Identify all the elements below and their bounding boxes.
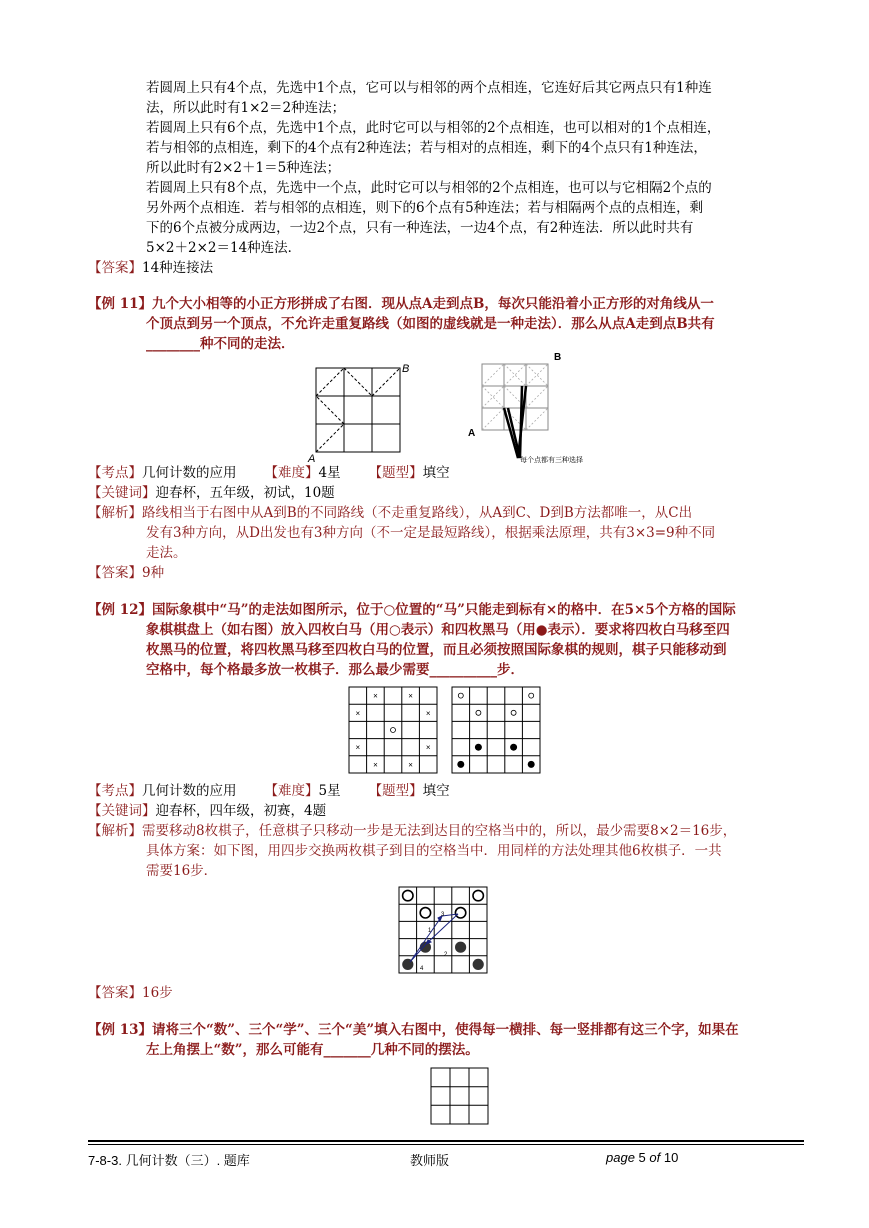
black-knight [510,744,517,751]
ex11-question-line: ________种不同的走法． [146,336,295,352]
ex11-question-line: 九个大小相等的小正方形拼成了右图．现从点A走到点B，每次只能沿着小正方形的对角线从一 [152,296,714,312]
ex11-tag: 【例 11】 [88,296,152,312]
ex12-question-line: 国际象棋中“马”的走法如图所示，位于○位置的“马”只能走到标有×的格中．在5×5个方格的国际 [152,602,736,618]
nandu-tag: 【难度】 [264,465,319,481]
analysis-line: 需要16步． [146,863,218,879]
white-knight [511,710,516,715]
footer-center: 教师版 [410,1153,450,1168]
kaodian-tag: 【考点】 [88,465,142,481]
initial-board [451,686,543,776]
analysis-line: 需要移动8枚棋子，任意棋子只移动一步是无法到达目的空格当中的，所以，最少需要8×2＝16步， [142,823,737,839]
analysis-line: 具体方案：如下图，用四步交换两枚棋子到目的空格当中．用同样的方法处理其他6枚棋子．一共 [146,843,722,859]
black-knight [457,761,464,768]
footer-page [606,1150,678,1165]
jiexi-tag: 【解析】 [88,505,142,521]
cross-mark: × [355,708,361,718]
point-b-label: B [402,363,410,375]
point-a-label: A [308,453,316,465]
intro-line: 若与相邻的点相连，剩下的4个点有2种连法；若与相对的点相连，剩下的4个点只有1种连法， [146,140,707,156]
analysis-line: 路线相当于右图中从A到B的不同路线（不走重复路线），从A到C、D到B方法都唯一，从C出 [142,505,693,521]
kaodian-text: 几何计数的应用 [142,783,237,799]
ex11-grid-figure [306,360,416,466]
tixing-tag: 【题型】 [368,465,423,481]
intro-line: 若圆周上只有4个点，先选中1个点，它可以与相邻的两个点相连，它连好后其它两点只有1种连 [146,80,712,96]
figure-note: 每个点都有三种选择 [520,457,583,464]
nandu-tag: 【难度】 [264,783,319,799]
answer-text: 9种 [142,565,165,581]
intro-line: 法，所以此时有1×2＝2种连法； [146,100,346,116]
white-knight [473,890,483,900]
ex13-question-line: 请将三个“数”、三个“学”、三个“美”填入右图中，使得每一横排、每一竖排都有这三个字，如果在 [152,1022,739,1038]
knight-position [391,728,396,733]
ex11-keywords [88,483,335,503]
intro-answer [88,258,213,278]
footer-left: 7-8-3. 几何计数（三）. 题库 [88,1153,250,1168]
black-knight [420,942,431,953]
answer-tag: 【答案】 [88,565,142,581]
white-knight [529,693,534,698]
ex12-answer [88,983,173,1003]
cross-mark: × [425,743,431,753]
step-label: 2 [444,952,448,958]
jiexi-tag: 【解析】 [88,823,142,839]
cross-mark: × [425,708,431,718]
ex12-keywords [88,801,326,821]
dashed-path [316,368,400,452]
ex11-meta-line [88,463,450,483]
keywords-tag: 【关键词】 [88,803,156,819]
page-word: page [606,1150,635,1165]
keywords-text: 迎春杯，五年级，初试，10题 [155,485,335,501]
cross-mark: × [408,760,413,770]
ex12-analysis [88,821,736,841]
cross-mark: × [373,760,378,770]
knight-moves-board [348,686,440,776]
white-knight [455,908,465,918]
keywords-text: 迎春杯，四年级，初赛，4题 [155,803,327,819]
ex12-question-line: 象棋棋盘上（如右图）放入四枚白马（用○表示）和四枚黑马（用●表示）．要求将四枚白马移至四 [146,622,730,638]
ex12-question-line: 空格中，每个格最多放一枚棋子．那么最少需要__________步． [146,662,524,678]
cross-mark: × [355,743,361,753]
ex12-meta-line [88,781,450,801]
point-b-label: B [554,352,562,363]
cross-mark: × [373,691,378,701]
cross-mark: × [408,691,413,701]
ex12-tag: 【例 12】 [88,602,152,618]
tixing-text: 填空 [422,783,450,799]
tixing-text: 填空 [422,465,450,481]
black-knight [528,761,535,768]
ex13-tag: 【例 13】 [88,1022,152,1038]
intro-line: 另外两个点相连．若与相邻的点相连，则下的6个点有5种连法；若与相隔两个点的点相连，剩 [146,200,704,216]
black-knight [455,942,466,953]
ex11-analysis [88,503,692,523]
step-label: 1 [428,928,432,934]
white-knight [458,693,463,698]
footer-rule [88,1140,804,1142]
intro-line: 下的6个点被分成两边，一边2个点，只有一种连法，一边4个点，有2种连法．所以此时共有 [146,220,694,236]
keywords-tag: 【关键词】 [88,485,156,501]
white-knight [420,908,430,918]
bold-path [504,386,526,458]
answer-text: 16步 [142,985,173,1001]
answer-text: 14种连接法 [142,260,214,276]
solution-board [398,886,490,976]
intro-line: 若圆周上只有8个点，先选中一个点，此时它可以与相邻的2个点相连，也可以与它相隔2个点的 [146,180,712,196]
white-knight [403,890,413,900]
footer-rule [88,1144,804,1145]
analysis-line: 发有3种方向，从D出发也有3种方向（不一定是最短路线），根据乘法原理，共有3×3=9种不同 [146,525,716,541]
tixing-tag: 【题型】 [368,783,423,799]
of-word: of [649,1150,661,1165]
step-label: 4 [420,966,424,972]
ex13-grid [430,1067,490,1125]
ex12-question-line: 枚黑马的位置，将四枚黑马移至四枚白马的位置，而且必须按照国际象棋的规则，棋子只能移动到 [146,642,727,658]
intro-line: 若圆周上只有6个点，先选中1个点，此时它可以与相邻的2个点相连，也可以相对的1个点相连， [146,120,721,136]
nandu-text: 5星 [318,783,341,799]
ex11-question-line: 个顶点到另一个顶点，不允许走重复路线（如图的虚线就是一种走法）．那么从点A走到点B共有 [146,316,715,332]
answer-tag: 【答案】 [88,985,142,1001]
white-knight [476,710,481,715]
black-knight [475,744,482,751]
ex11-diagonal-figure [466,350,596,468]
kaodian-text: 几何计数的应用 [142,465,237,481]
intro-line: 所以此时有2×2＋1＝5种连法； [146,160,341,176]
nandu-text: 4星 [318,465,341,481]
answer-tag: 【答案】 [88,260,142,276]
ex11-answer [88,563,164,583]
page-total: 10 [663,1150,679,1165]
analysis-line: 走法。 [146,545,187,561]
ex13-question-line: 左上角摆上“数”，那么可能有_______几种不同的摆法。 [146,1042,479,1058]
black-knight [473,959,484,970]
page-number: 5 [638,1150,646,1165]
kaodian-tag: 【考点】 [88,783,142,799]
step-label: 3 [441,912,445,918]
point-a-label: A [468,428,476,439]
diagonal-lines [482,364,548,430]
intro-line: 5×2＋2×2＝14种连法． [146,240,302,256]
